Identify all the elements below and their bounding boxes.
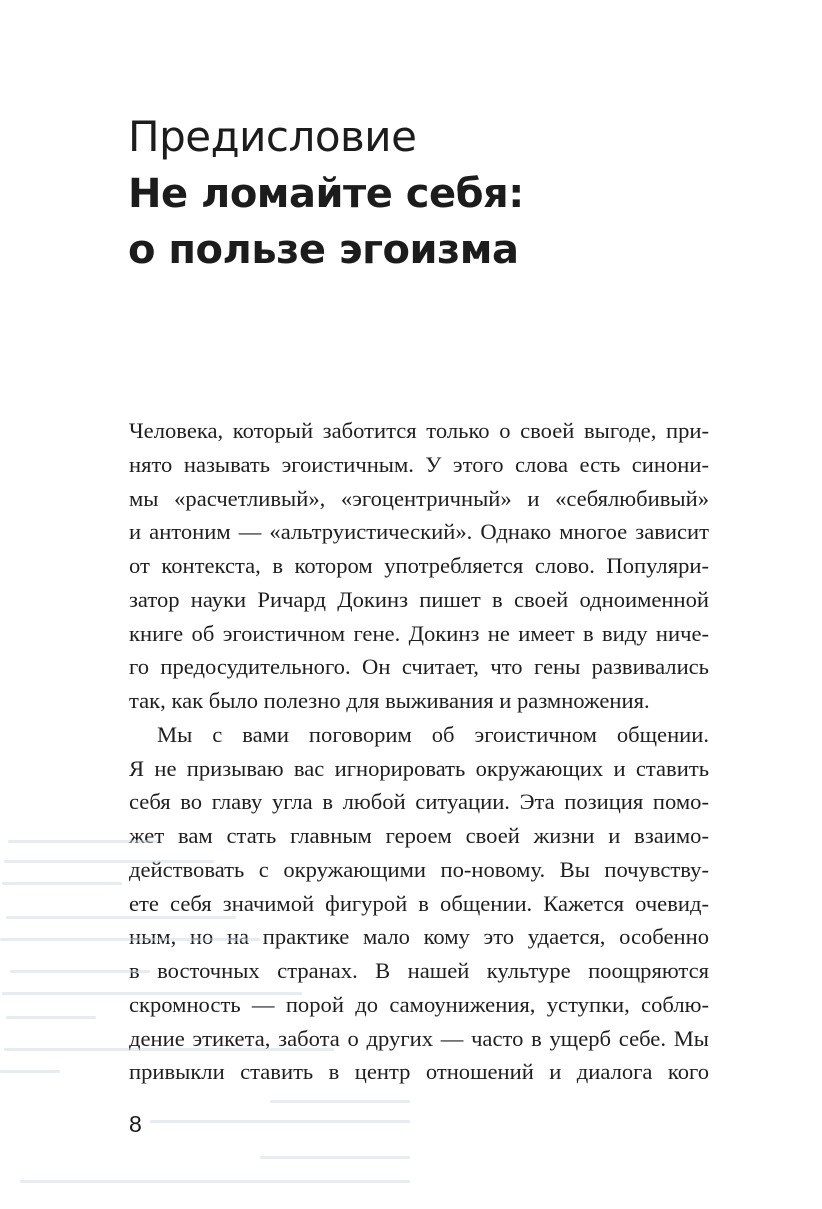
text-line: Я не призываю вас игнорировать окружающих и ставить: [129, 755, 709, 781]
text-line: в восточных странах. В нашей культуре поощряются: [129, 958, 709, 983]
text-line: себя во главу угла в любой ситуации. Эта позиция помо-: [129, 789, 709, 815]
text-line: ным, но на практике мало кому это удается, особенно: [129, 924, 709, 950]
text-line: нято называть эгоистичным. У этого слова есть синони-: [129, 451, 709, 477]
chapter-title-line-1: Не ломайте себя:: [128, 171, 524, 217]
text-line: дение этикета, забота о других — часто в ущерб себе. Мы: [129, 1025, 709, 1051]
text-line: мы «расчетливый», «эгоцентричный» и «себялюбивый»: [129, 485, 709, 511]
text-line: так, как было полезно для выживания и размножения.: [129, 688, 650, 713]
body-text: [129, 414, 709, 1089]
text-line: жет вам стать главным героем своей жизни и взаимо-: [129, 823, 709, 848]
text-line: действовать с окружающими по-новому. Вы почувству-: [129, 856, 709, 882]
paragraph-2: [129, 718, 709, 1089]
text-line: Человека, который заботится только о своей выгоде, при-: [129, 418, 709, 443]
chapter-heading: [128, 108, 768, 278]
text-line: го предосудительного. Он считает, что гены развивались: [129, 654, 709, 680]
text-line: книге об эгоистичном гене. Докинз не имеет в виду ниче-: [129, 620, 709, 646]
page-number: 8: [129, 1111, 142, 1137]
chapter-title-line-2: о пользе эгоизма: [128, 227, 519, 273]
text-line: привыкли ставить в центр отношений и диалога кого: [129, 1059, 709, 1085]
text-line: Мы с вами поговорим об эгоистичном общении.: [157, 721, 709, 747]
text-line: от контекста, в котором употребляется слово. Популяри-: [129, 553, 709, 578]
text-line: и антоним — «альтруистический». Однако многое зависит: [129, 519, 709, 545]
text-line: ете себя значимой фигурой в общении. Кажется очевид-: [129, 890, 709, 916]
chapter-label: Предисловие: [128, 112, 417, 161]
text-line: скромность — порой до самоунижения, уступки, соблю-: [129, 991, 709, 1017]
text-line: затор науки Ричард Докинз пишет в своей одноименной: [129, 586, 709, 612]
paragraph-1: [129, 414, 709, 718]
